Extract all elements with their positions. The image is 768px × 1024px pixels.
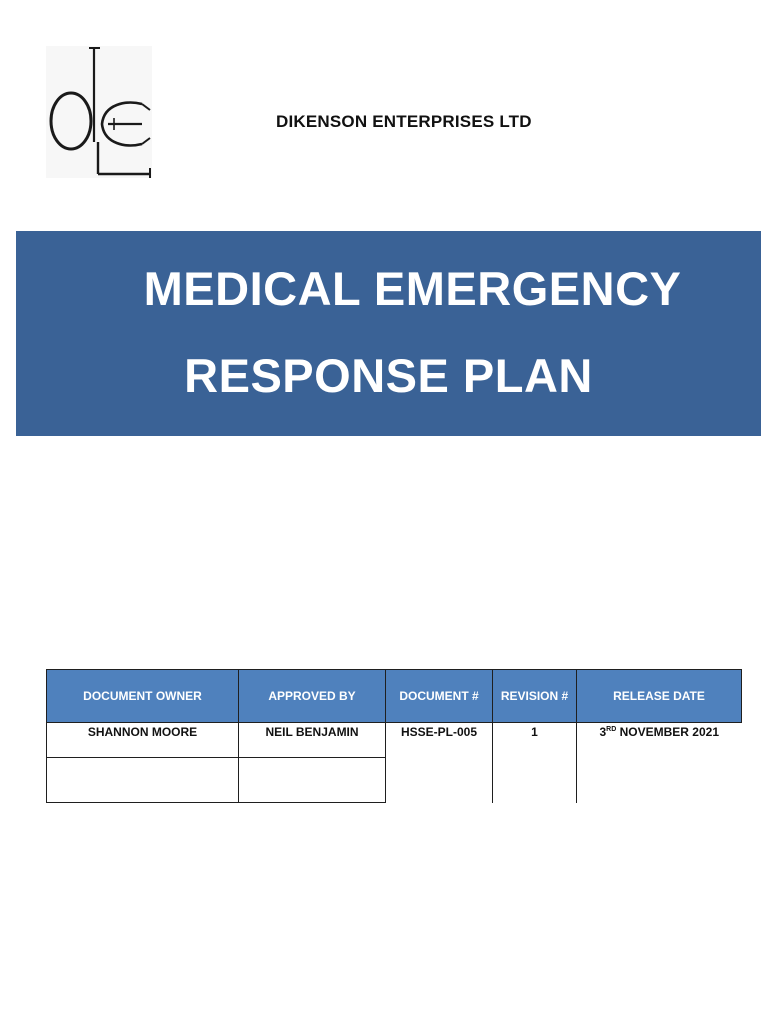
cell-document-number: HSSE-PL-005 (386, 723, 493, 803)
table-row (47, 723, 742, 758)
table-header-row (47, 670, 742, 723)
column-header-release-date: RELEASE DATE (577, 670, 742, 723)
cell-revision: 1 (493, 723, 577, 803)
document-title-line-1: MEDICAL EMERGENCY (143, 262, 682, 315)
company-logo (46, 46, 152, 178)
cell-approved-by: NEIL BENJAMIN (239, 723, 386, 758)
cell-document-owner: SHANNON MOORE (47, 723, 239, 758)
cell-release-date (577, 723, 742, 803)
release-month-year: NOVEMBER 2021 (616, 725, 719, 739)
title-banner (16, 231, 761, 436)
company-name: DIKENSON ENTERPRISES LTD (276, 112, 532, 131)
column-header-document-number: DOCUMENT # (386, 670, 493, 723)
document-control-table (46, 669, 742, 803)
column-header-revision: REVISION # (493, 670, 577, 723)
release-day: 3 (599, 725, 607, 739)
dke-monogram-icon (46, 46, 152, 178)
column-header-document-owner: DOCUMENT OWNER (47, 670, 239, 723)
cell-approved-by-empty (239, 758, 386, 803)
document-title-line-2: RESPONSE PLAN (184, 349, 593, 402)
column-header-approved-by: APPROVED BY (239, 670, 386, 723)
release-day-suffix: RD (606, 726, 617, 733)
cell-document-owner-empty (47, 758, 239, 803)
